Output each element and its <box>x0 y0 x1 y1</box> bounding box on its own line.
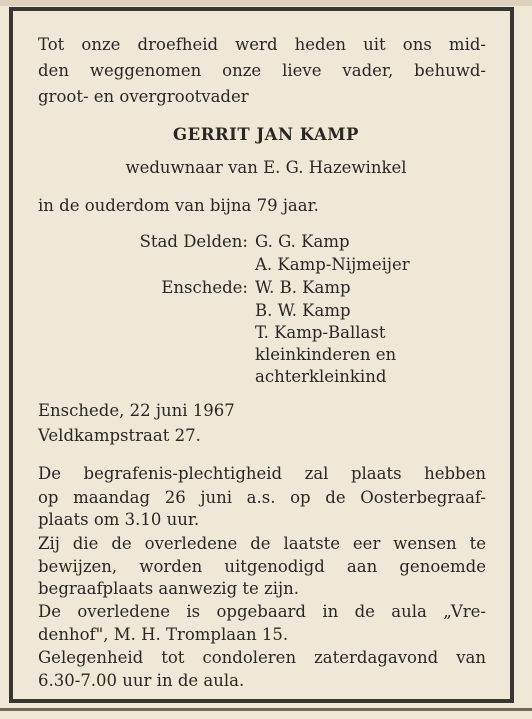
family-name: achterkleinkind <box>255 367 387 386</box>
family-name: kleinkinderen en <box>255 345 397 364</box>
funeral-line-9: Gelegenheid tot condoleren zaterdagavond van <box>38 648 486 667</box>
family-name: W. B. Kamp <box>255 278 351 297</box>
place-date: Enschede, 22 juni 1967 <box>38 401 235 420</box>
intro-line-2: den weggenomen onze lieve vader, behuwd- <box>38 61 486 80</box>
family-name: G. G. Kamp <box>255 232 350 251</box>
funeral-line-10: 6.30-7.00 uur in de aula. <box>38 671 245 690</box>
funeral-line-3: plaats om 3.10 uur. <box>38 510 200 529</box>
widower-line: weduwnaar van E. G. Hazewinkel <box>125 158 407 177</box>
family-name: B. W. Kamp <box>255 301 351 320</box>
address: Veldkampstraat 27. <box>38 426 201 445</box>
funeral-line-2: op maandag 26 juni a.s. op de Oosterbegraaf- <box>38 488 486 507</box>
paper-edge <box>0 0 532 6</box>
family-name: T. Kamp-Ballast <box>255 323 386 342</box>
deceased-name: GERRIT JAN KAMP <box>173 125 359 144</box>
family-label-enschede: Enschede: <box>161 278 248 297</box>
funeral-line-8: denhof", M. H. Tromplaan 15. <box>38 625 289 644</box>
funeral-line-7: De overledene is opgebaard in de aula „Vre- <box>38 602 486 621</box>
family-label-stad-delden: Stad Delden: <box>139 232 248 251</box>
bottom-rule <box>0 708 532 711</box>
funeral-line-1: De begrafenis-plechtigheid zal plaats hebben <box>38 464 486 483</box>
funeral-line-6: begraafplaats aanwezig te zijn. <box>38 579 299 598</box>
family-name: A. Kamp-Nijmeijer <box>255 255 410 274</box>
intro-line-1: Tot onze droefheid werd heden uit ons mid- <box>38 35 486 54</box>
funeral-line-4: Zij die de overledene de laatste eer wensen te <box>38 534 486 553</box>
age-line: in de ouderdom van bijna 79 jaar. <box>38 196 319 215</box>
funeral-line-5: bewijzen, worden uitgenodigd aan genoemde <box>38 557 486 576</box>
intro-line-3: groot- en overgrootvader <box>38 87 249 106</box>
